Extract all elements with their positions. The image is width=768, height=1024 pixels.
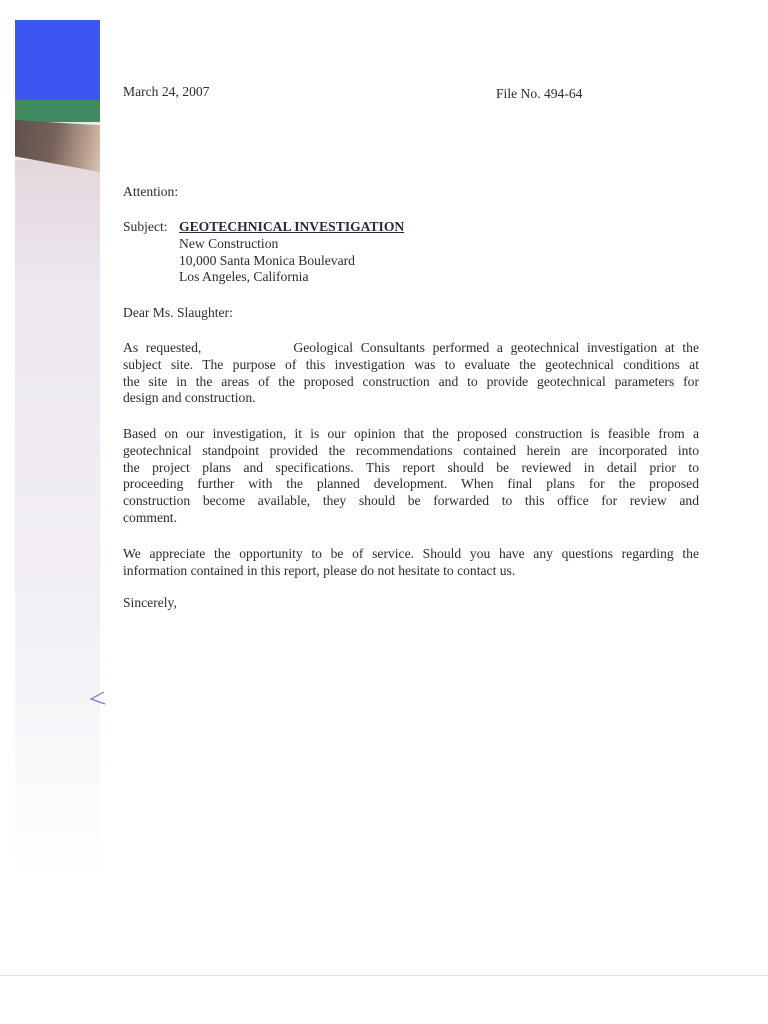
paragraph-line: We appreciate the opportunity to be of service. Should you have any questions regarding the [123, 546, 699, 561]
file-number: File No. 494-64 [496, 86, 583, 101]
salutation: Dear Ms. Slaughter: [123, 305, 233, 320]
paragraph-line: construction become available, they should be forwarded to this office for review and [123, 493, 699, 509]
letter-date: March 24, 2007 [123, 84, 210, 99]
body-paragraph [123, 426, 699, 527]
body-paragraph [123, 546, 699, 580]
scan-edge-line [0, 975, 768, 976]
closing: Sincerely, [123, 595, 177, 610]
pen-mark-icon [88, 688, 110, 710]
paragraph-line: the project plans and specifications. This report should be reviewed in detail prior to [123, 459, 699, 475]
paragraph-line: comment. [123, 509, 177, 525]
subject-line: 10,000 Santa Monica Boulevard [179, 252, 355, 268]
body-paragraph [123, 340, 699, 407]
letterhead-band-green [15, 100, 100, 122]
subject-title: GEOTECHNICAL INVESTIGATION [179, 219, 405, 234]
paragraph-line: proceeding further with the planned development. When final plans for the proposed [123, 476, 699, 492]
subject-label: Subject: [123, 219, 168, 234]
letterhead-logo-block [15, 20, 100, 100]
paragraph-line: information contained in this report, please do not hesitate to contact us. [123, 562, 516, 578]
paragraph-line: subject site. The purpose of this investigation was to evaluate the geotechnical conditions at [123, 356, 699, 372]
paragraph-line: the site in the areas of the proposed construction and to provide geotechnical parameters for [123, 373, 699, 389]
subject-block [179, 219, 404, 286]
paragraph-line: Based on our investigation, it is our opinion that the proposed construction is feasible from a [123, 426, 699, 441]
paragraph-line: geotechnical standpoint provided the recommendations contained herein are incorporated into [123, 442, 699, 458]
subject-line: New Construction [179, 235, 279, 251]
paragraph-line: As requested, Geological Consultants performed a geotechnical investigation at the [123, 340, 699, 355]
attention-line: Attention: [123, 184, 179, 199]
paragraph-line: design and construction. [123, 390, 256, 406]
letterhead-sidebar [15, 20, 100, 880]
letterhead-band-pink [15, 160, 100, 280]
subject-line: Los Angeles, California [179, 269, 309, 285]
